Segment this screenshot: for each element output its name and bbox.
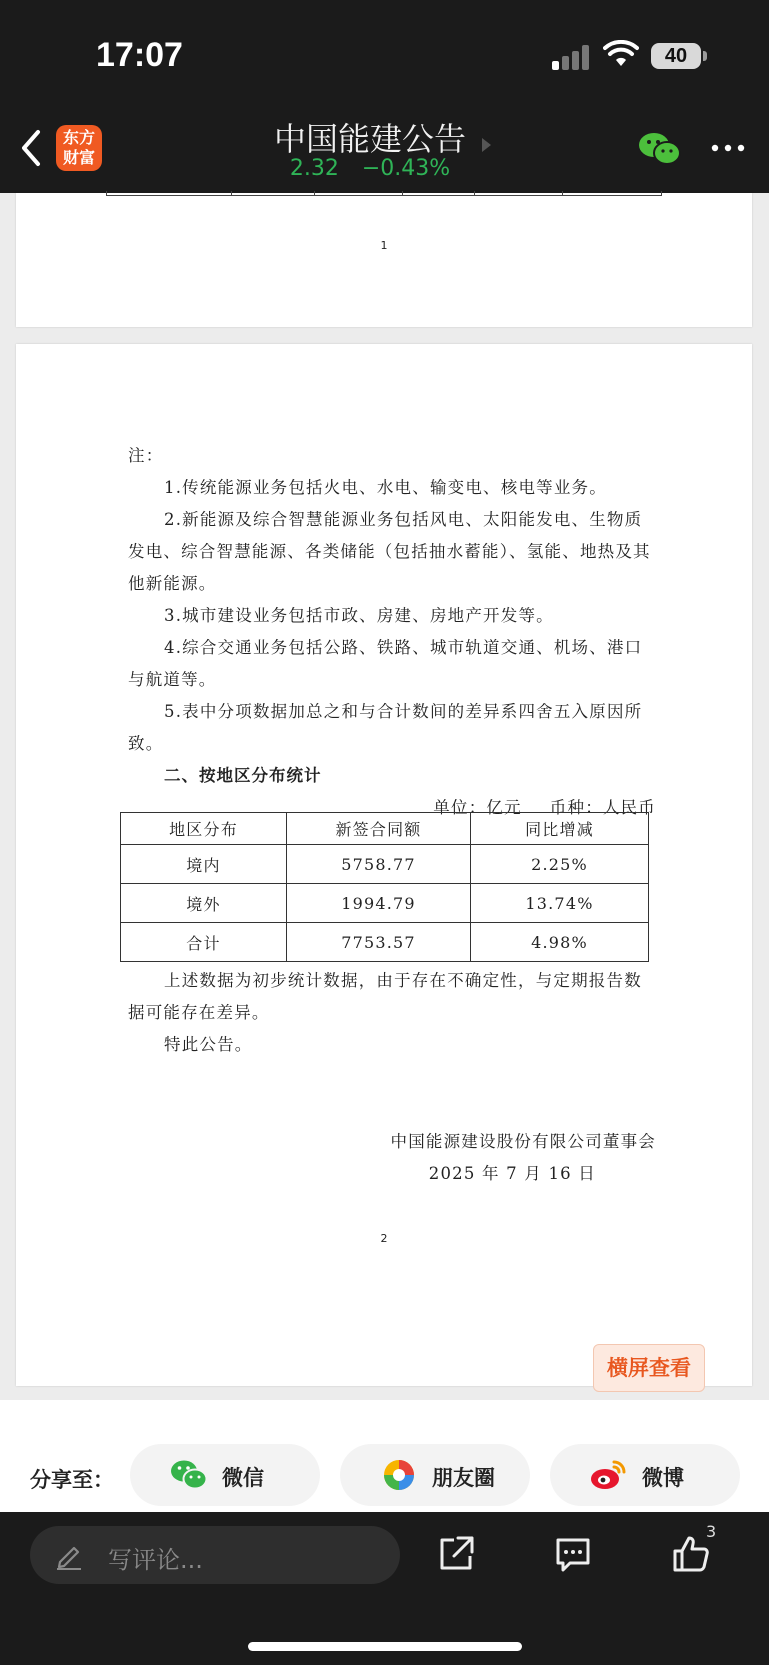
note-item: 4.综合交通业务包括公路、铁路、城市轨道交通、机场、港口与航道等。 <box>128 638 643 689</box>
battery-icon: 40 <box>651 43 701 69</box>
comment-input[interactable] <box>30 1526 400 1584</box>
document-page-2 <box>16 344 752 1386</box>
share-weibo-button[interactable] <box>550 1444 740 1506</box>
eastmoney-logo <box>56 125 102 171</box>
wechat-icon <box>170 1458 208 1492</box>
pencil-icon <box>54 1540 84 1570</box>
comments-icon[interactable] <box>553 1534 593 1574</box>
like-count: 3 <box>706 1522 717 1541</box>
table-cell: 境内 <box>121 845 287 884</box>
quote-arrow-icon[interactable] <box>482 138 491 152</box>
announcement-date: 2025 年 7 月 16 日 <box>428 1164 596 1183</box>
stock-price: 2.32 <box>289 156 339 181</box>
note-item: 2.新能源及综合智慧能源业务包括风电、太阳能发电、生物质发电、综合智慧能源、各类储能（包括抽水蓄能）、氢能、地热及其他新能源。 <box>128 510 651 593</box>
page-title: 中国能建公告 <box>273 120 466 158</box>
table-cell: 13.74% <box>471 884 649 923</box>
note-item: 1.传统能源业务包括火电、水电、输变电、核电等业务。 <box>164 478 607 497</box>
table-header: 新签合同额 <box>287 813 471 845</box>
back-arrow-icon[interactable] <box>14 126 48 170</box>
status-bar <box>0 0 769 108</box>
logo-line1: 东方 <box>62 128 95 147</box>
table-cell: 5758.77 <box>287 845 471 884</box>
currency-label: 币种：人民币 <box>549 798 656 817</box>
like-thumb-icon[interactable] <box>671 1534 711 1574</box>
share-moments-label: 朋友圈 <box>432 1466 495 1490</box>
notes-section <box>128 440 656 824</box>
wifi-icon <box>603 40 639 68</box>
share-wechat-label: 微信 <box>222 1466 264 1490</box>
table-cell: 2.25% <box>471 845 649 884</box>
table-cell: 4.98% <box>471 923 649 962</box>
table-cell: 境外 <box>121 884 287 923</box>
logo-line2: 财富 <box>62 148 95 167</box>
share-weibo-label: 微博 <box>642 1466 684 1490</box>
share-wechat-button[interactable] <box>130 1444 320 1506</box>
stock-quote[interactable] <box>230 156 510 181</box>
page-number: 2 <box>380 1232 388 1245</box>
table-cell: 合计 <box>121 923 287 962</box>
share-label: 分享至： <box>30 1468 114 1492</box>
page-number: 1 <box>380 239 388 252</box>
unit-label: 单位：亿元 <box>433 798 522 817</box>
share-bar <box>0 1400 769 1512</box>
bottom-toolbar <box>0 1512 769 1665</box>
signature-block <box>316 1126 656 1190</box>
table-header: 同比增减 <box>471 813 649 845</box>
region-table <box>120 812 649 962</box>
moments-icon <box>380 1458 418 1492</box>
table-cell: 1994.79 <box>287 884 471 923</box>
table-bottom-edge <box>106 193 662 196</box>
table-header: 地区分布 <box>121 813 287 845</box>
landscape-view-button[interactable]: 横屏查看 <box>593 1344 705 1392</box>
closing-section <box>128 965 656 1061</box>
signatory: 中国能源建设股份有限公司董事会 <box>390 1132 656 1151</box>
document-page-1 <box>16 193 752 327</box>
share-moments-button[interactable] <box>340 1444 530 1506</box>
note-label: 注： <box>128 446 164 465</box>
table-cell: 7753.57 <box>287 923 471 962</box>
stock-change: −0.43% <box>361 156 451 181</box>
cellular-signal-icon <box>552 44 592 70</box>
status-time: 17:07 <box>96 36 183 74</box>
closing-text: 特此公告。 <box>164 1035 253 1054</box>
table-row <box>121 845 649 884</box>
weibo-icon <box>590 1458 628 1492</box>
section-heading: 二、按地区分布统计 <box>164 766 322 785</box>
more-options-icon[interactable] <box>710 138 746 158</box>
table-row <box>121 884 649 923</box>
table-row <box>121 923 649 962</box>
disclaimer-text: 上述数据为初步统计数据，由于存在不确定性，与定期报告数据可能存在差异。 <box>128 971 642 1022</box>
note-item: 5.表中分项数据加总之和与合计数间的差异系四舍五入原因所致。 <box>128 702 643 753</box>
nav-bar <box>0 108 769 193</box>
comment-placeholder: 写评论... <box>108 1546 203 1574</box>
note-item: 3.城市建设业务包括市政、房建、房地产开发等。 <box>164 606 554 625</box>
home-indicator <box>248 1642 522 1651</box>
battery-tip <box>703 51 707 61</box>
table-header-row <box>121 813 649 845</box>
wechat-share-icon[interactable] <box>638 130 682 168</box>
share-external-icon[interactable] <box>436 1534 476 1574</box>
